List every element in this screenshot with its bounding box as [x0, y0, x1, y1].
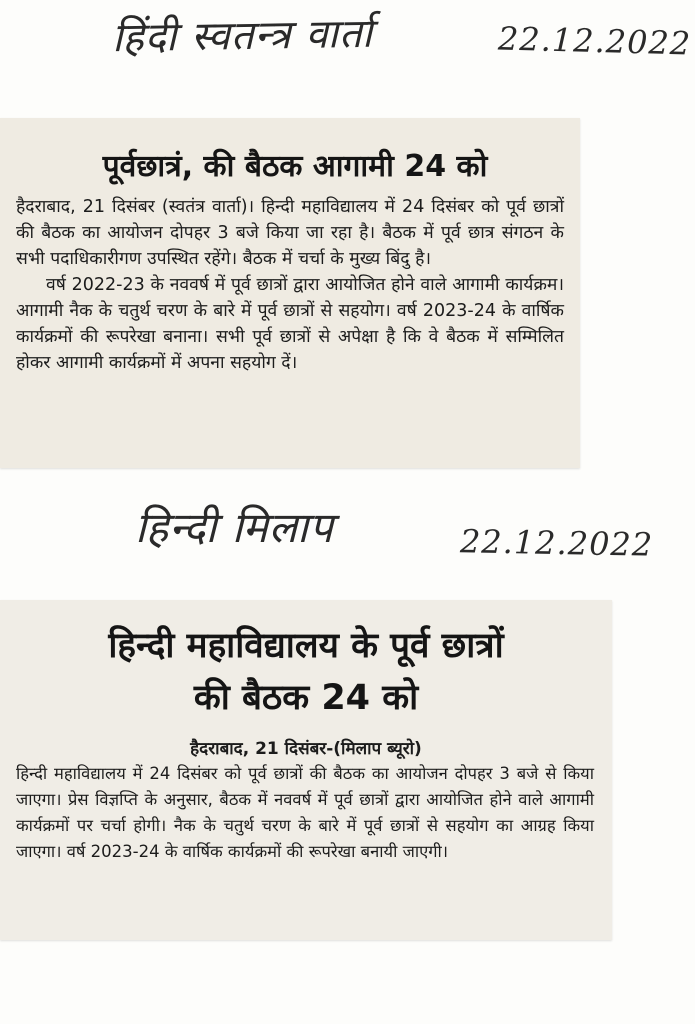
clipping-2-headline: [0, 600, 612, 724]
newspaper-clipping-1: [0, 118, 580, 468]
handwritten-date: 22.12.2022: [497, 19, 692, 63]
clipping-2-paragraph: हिन्दी महाविद्यालय में 24 दिसंबर को पूर्व छात्रों की बैठक का आयोजन दोपहर 3 बजे से किया जाएगा। प्रेस विज्ञप्ति के अनुसार, बैठक में नववर्ष में पूर्व छात्रों द्वारा आयोजित होने वाले आगामी कार्यक्रमों पर चर्चा होगी। नैक के चतुर्थ चरण के बारे में पूर्व छात्रों से सहयोग का आग्रह किया जाएगा। वर्ष 2023-24 के वार्षिक कार्यक्रमों की रूपरेखा बनायी जाएगी।: [16, 764, 594, 861]
clipping-2-body: [0, 761, 612, 865]
clipping-1-paragraph: वर्ष 2022-23 के नववर्ष में पूर्व छात्रों द्वारा आयोजित होने वाले आगामी कार्यक्रम। आगामी नैक के चतुर्थ चरण के बारे में पूर्व छात्रों से सहयोग। वर्ष 2023-24 के वार्षिक कार्यक्रमों की रूपरेखा बनाना। सभी पूर्व छात्रों से अपेक्षा है कि वे बैठक में सम्मिलित होकर आगामी कार्यक्रमों में अपना सहयोग दें।: [16, 275, 564, 373]
clipping-2-dateline: हैदराबाद, 21 दिसंबर-(मिलाप ब्यूरो): [190, 739, 422, 759]
clipping-1-body: [16, 194, 564, 376]
handwritten-date: 22.12.2022: [459, 522, 654, 564]
newspaper-clipping-2: [0, 600, 612, 940]
clipping-2-headline-line-1: हिन्दी महाविद्यालय के पूर्व छात्रों: [108, 626, 504, 666]
handwritten-source-label: हिन्दी मिलाप: [135, 503, 334, 552]
clipping-1-paragraph: हैदराबाद, 21 दिसंबर (स्वतंत्र वार्ता)। हिन्दी महाविद्यालय में 24 दिसंबर को पूर्व छात्रों की बैठक का आयोजन दोपहर 3 बजे किया जा रहा है। बैठक में पूर्व छात्र संगठन के सभी पदाधिकारीगण उपस्थित रहेंगे। बैठक में चर्चा के मुख्य बिंदु है।: [16, 197, 564, 269]
clipping-2-headline-line-2: की बैठक 24 को: [193, 678, 419, 718]
clipping-1-headline: पूर्वछात्रं, की बैठक आगामी 24 को: [102, 149, 488, 184]
handwritten-source-label: हिंदी स्वतन्त्र वार्ता: [111, 10, 374, 62]
